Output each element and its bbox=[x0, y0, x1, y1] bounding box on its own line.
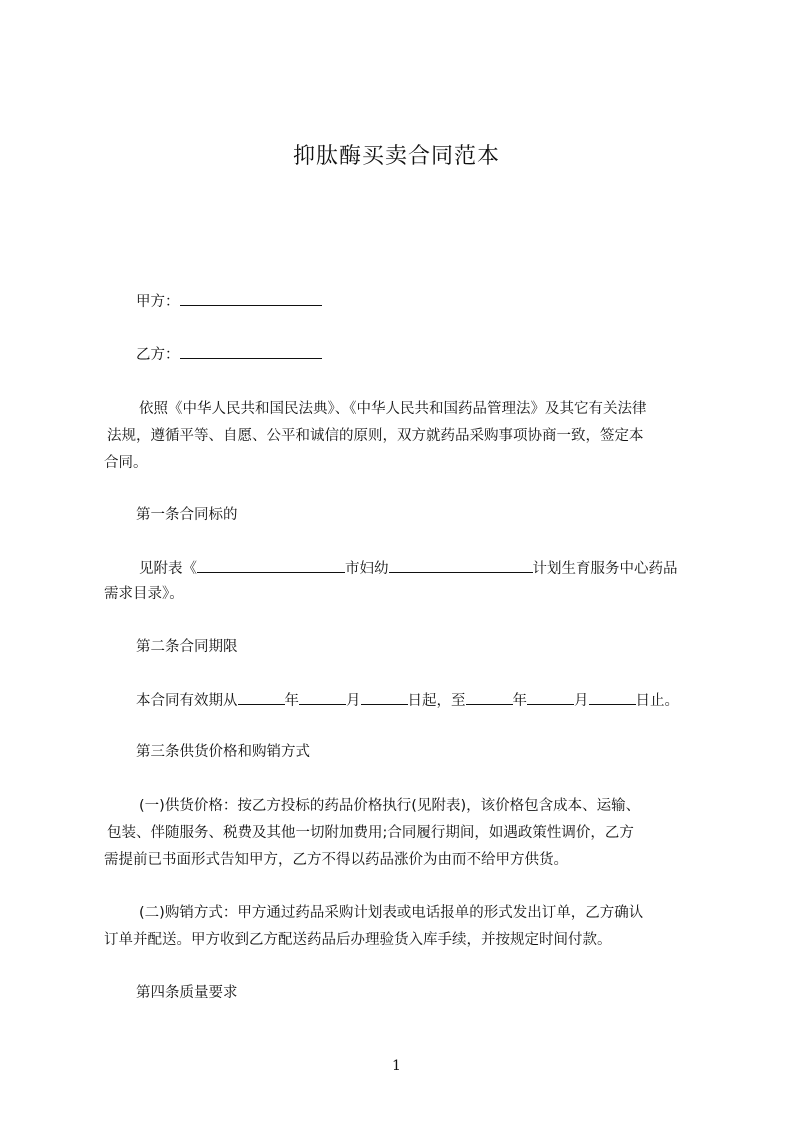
article-3-p1-line-3: 需提前已书面形式告知甲方，乙方不得以药品涨价为由而不给甲方供货。 bbox=[104, 852, 568, 868]
end-month-blank bbox=[527, 690, 574, 705]
end-day-blank bbox=[589, 690, 636, 705]
article-3-p1-line-2: 包装、伴随服务、税费及其他一切附加费用;合同履行期间，如遇政策性调价，乙方 bbox=[107, 825, 634, 841]
start-day-blank bbox=[361, 690, 408, 705]
term-month-2: 月 bbox=[574, 693, 589, 709]
intro-line-3: 合同。 bbox=[104, 455, 148, 471]
article-3-p2-line-1: (二)购销方式：甲方通过药品采购计划表或电话报单的形式发出订单，乙方确认 bbox=[139, 905, 644, 921]
article-1-seg-1: 见附表《 bbox=[139, 561, 197, 577]
party-a-blank bbox=[180, 291, 322, 306]
article-3-p2-line-2: 订单并配送。甲方收到乙方配送药品后办理验货入库手续，并按规定时间付款。 bbox=[104, 932, 612, 948]
party-a-line bbox=[136, 291, 736, 312]
article-2-term-line bbox=[136, 690, 736, 711]
party-b-blank bbox=[180, 344, 322, 359]
term-year-1: 年 bbox=[284, 693, 299, 709]
term-day-2: 日止。 bbox=[635, 693, 679, 709]
article-1-blank-1 bbox=[197, 558, 345, 573]
article-2-heading: 第二条合同期限 bbox=[136, 639, 238, 655]
page-number: 1 bbox=[392, 1058, 401, 1074]
term-prefix: 本合同有效期从 bbox=[136, 693, 238, 709]
term-day-1: 日起，至 bbox=[407, 693, 466, 709]
intro-line-2: 法规，遵循平等、自愿、公平和诚信的原则，双方就药品采购事项协商一致，签定本 bbox=[107, 428, 644, 444]
start-month-blank bbox=[299, 690, 346, 705]
party-a-label: 甲方： bbox=[136, 294, 180, 310]
article-3-heading: 第三条供货价格和购销方式 bbox=[136, 744, 310, 760]
article-1-line-1 bbox=[139, 558, 739, 579]
end-year-blank bbox=[466, 690, 513, 705]
article-1-line-2: 需求目录》。 bbox=[104, 586, 184, 602]
article-1-seg-3: 计划生育服务中心药品 bbox=[532, 561, 678, 577]
article-3-p1-line-1: (一)供货价格：按乙方投标的药品价格执行(见附表)，该价格包含成本、运输、 bbox=[139, 798, 641, 814]
article-1-blank-2 bbox=[389, 558, 533, 573]
term-month-1: 月 bbox=[346, 693, 361, 709]
term-year-2: 年 bbox=[512, 693, 527, 709]
article-1-heading: 第一条合同标的 bbox=[136, 507, 238, 523]
intro-line-1: 依照《中华人民共和国民法典》、《中华人民共和国药品管理法》及其它有关法律 bbox=[139, 401, 647, 417]
document-title: 抑肽酶买卖合同范本 bbox=[292, 144, 500, 169]
party-b-label: 乙方： bbox=[136, 347, 180, 363]
start-year-blank bbox=[238, 690, 285, 705]
article-4-heading: 第四条质量要求 bbox=[136, 985, 238, 1001]
party-b-line bbox=[136, 344, 736, 365]
article-1-seg-2: 市妇幼 bbox=[345, 561, 389, 577]
